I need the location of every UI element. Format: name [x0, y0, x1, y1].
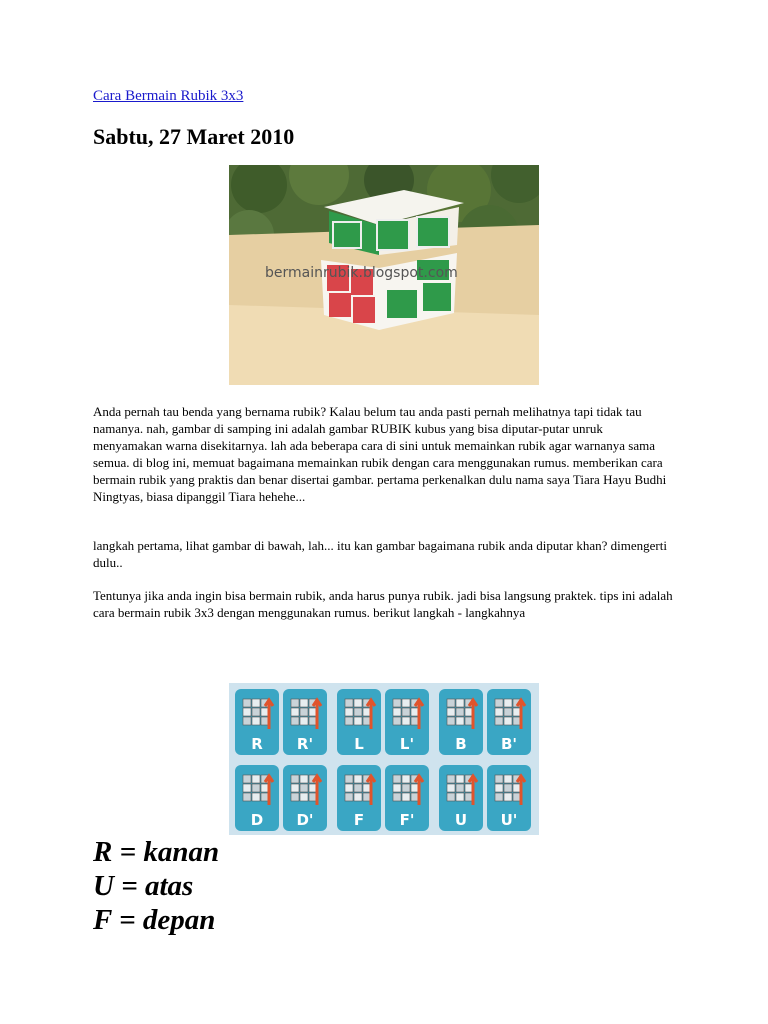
post-title-link[interactable]: Cara Bermain Rubik 3x3	[93, 88, 244, 104]
move-label: F'	[399, 811, 415, 829]
move-label: B	[455, 735, 467, 753]
move-tile-b-prime	[487, 689, 531, 755]
move-tile-u	[439, 765, 483, 831]
move-label: B'	[500, 735, 518, 753]
move-tile-u-prime	[487, 765, 531, 831]
move-tile-f	[337, 765, 381, 831]
rubik-moves-diagram	[229, 683, 539, 835]
move-tile-d	[235, 765, 279, 831]
move-label: D	[250, 811, 264, 829]
tips-paragraph: Tentunya jika anda ingin bisa bermain rubik, anda harus punya rubik. jadi bisa langsung praktek. tips ini adalah cara bermain rubik 3x3 dengan menggunakan rumus. berikut langkah - langkahnya	[93, 588, 673, 620]
rubik-cube-photo	[229, 165, 539, 385]
photo-watermark: bermainrubik.blogspot.com	[265, 265, 458, 281]
move-tile-b	[439, 689, 483, 755]
move-tile-f-prime	[385, 765, 429, 831]
move-label: L'	[399, 735, 415, 753]
step-paragraph: langkah pertama, lihat gambar di bawah, lah... itu kan gambar bagaimana rubik anda diputar khan? dimengerti dulu..	[93, 538, 667, 570]
move-tile-r	[235, 689, 279, 755]
move-tile-d-prime	[283, 765, 327, 831]
notation-f: F = depan	[93, 904, 216, 936]
move-tile-r-prime	[283, 689, 327, 755]
move-label: D'	[296, 811, 314, 829]
intro-paragraph: Anda pernah tau benda yang bernama rubik? Kalau belum tau anda pasti pernah melihatnya tapi tidak tau namanya. nah, gambar di samping ini adalah gambar RUBIK kubus yang bisa diputar-putar unruk menyamakan warna disekitarnya. lah ada beberapa cara di sini untuk memainkan rubik agar warnanya sama semua. di blog ini, memuat bagaimana memainkan rubik dengan cara menggunakan rumus. memberikan cara bermain rubik yang praktis dan benar disertai gambar. pertama perkenalkan dulu nama saya Tiara Hayu Budhi Ningtyas, biasa dipanggil Tiara hehehe...	[93, 404, 667, 504]
move-label: U'	[500, 811, 518, 829]
move-label: L	[354, 735, 364, 753]
move-label: R'	[296, 735, 314, 753]
move-label: R	[251, 735, 263, 753]
notation-u: U = atas	[93, 870, 194, 902]
move-label: F	[353, 811, 365, 829]
notation-r: R = kanan	[93, 836, 220, 868]
move-label: U	[454, 811, 468, 829]
move-tile-l-prime	[385, 689, 429, 755]
post-date: Sabtu, 27 Maret 2010	[93, 124, 295, 149]
move-tile-l	[337, 689, 381, 755]
